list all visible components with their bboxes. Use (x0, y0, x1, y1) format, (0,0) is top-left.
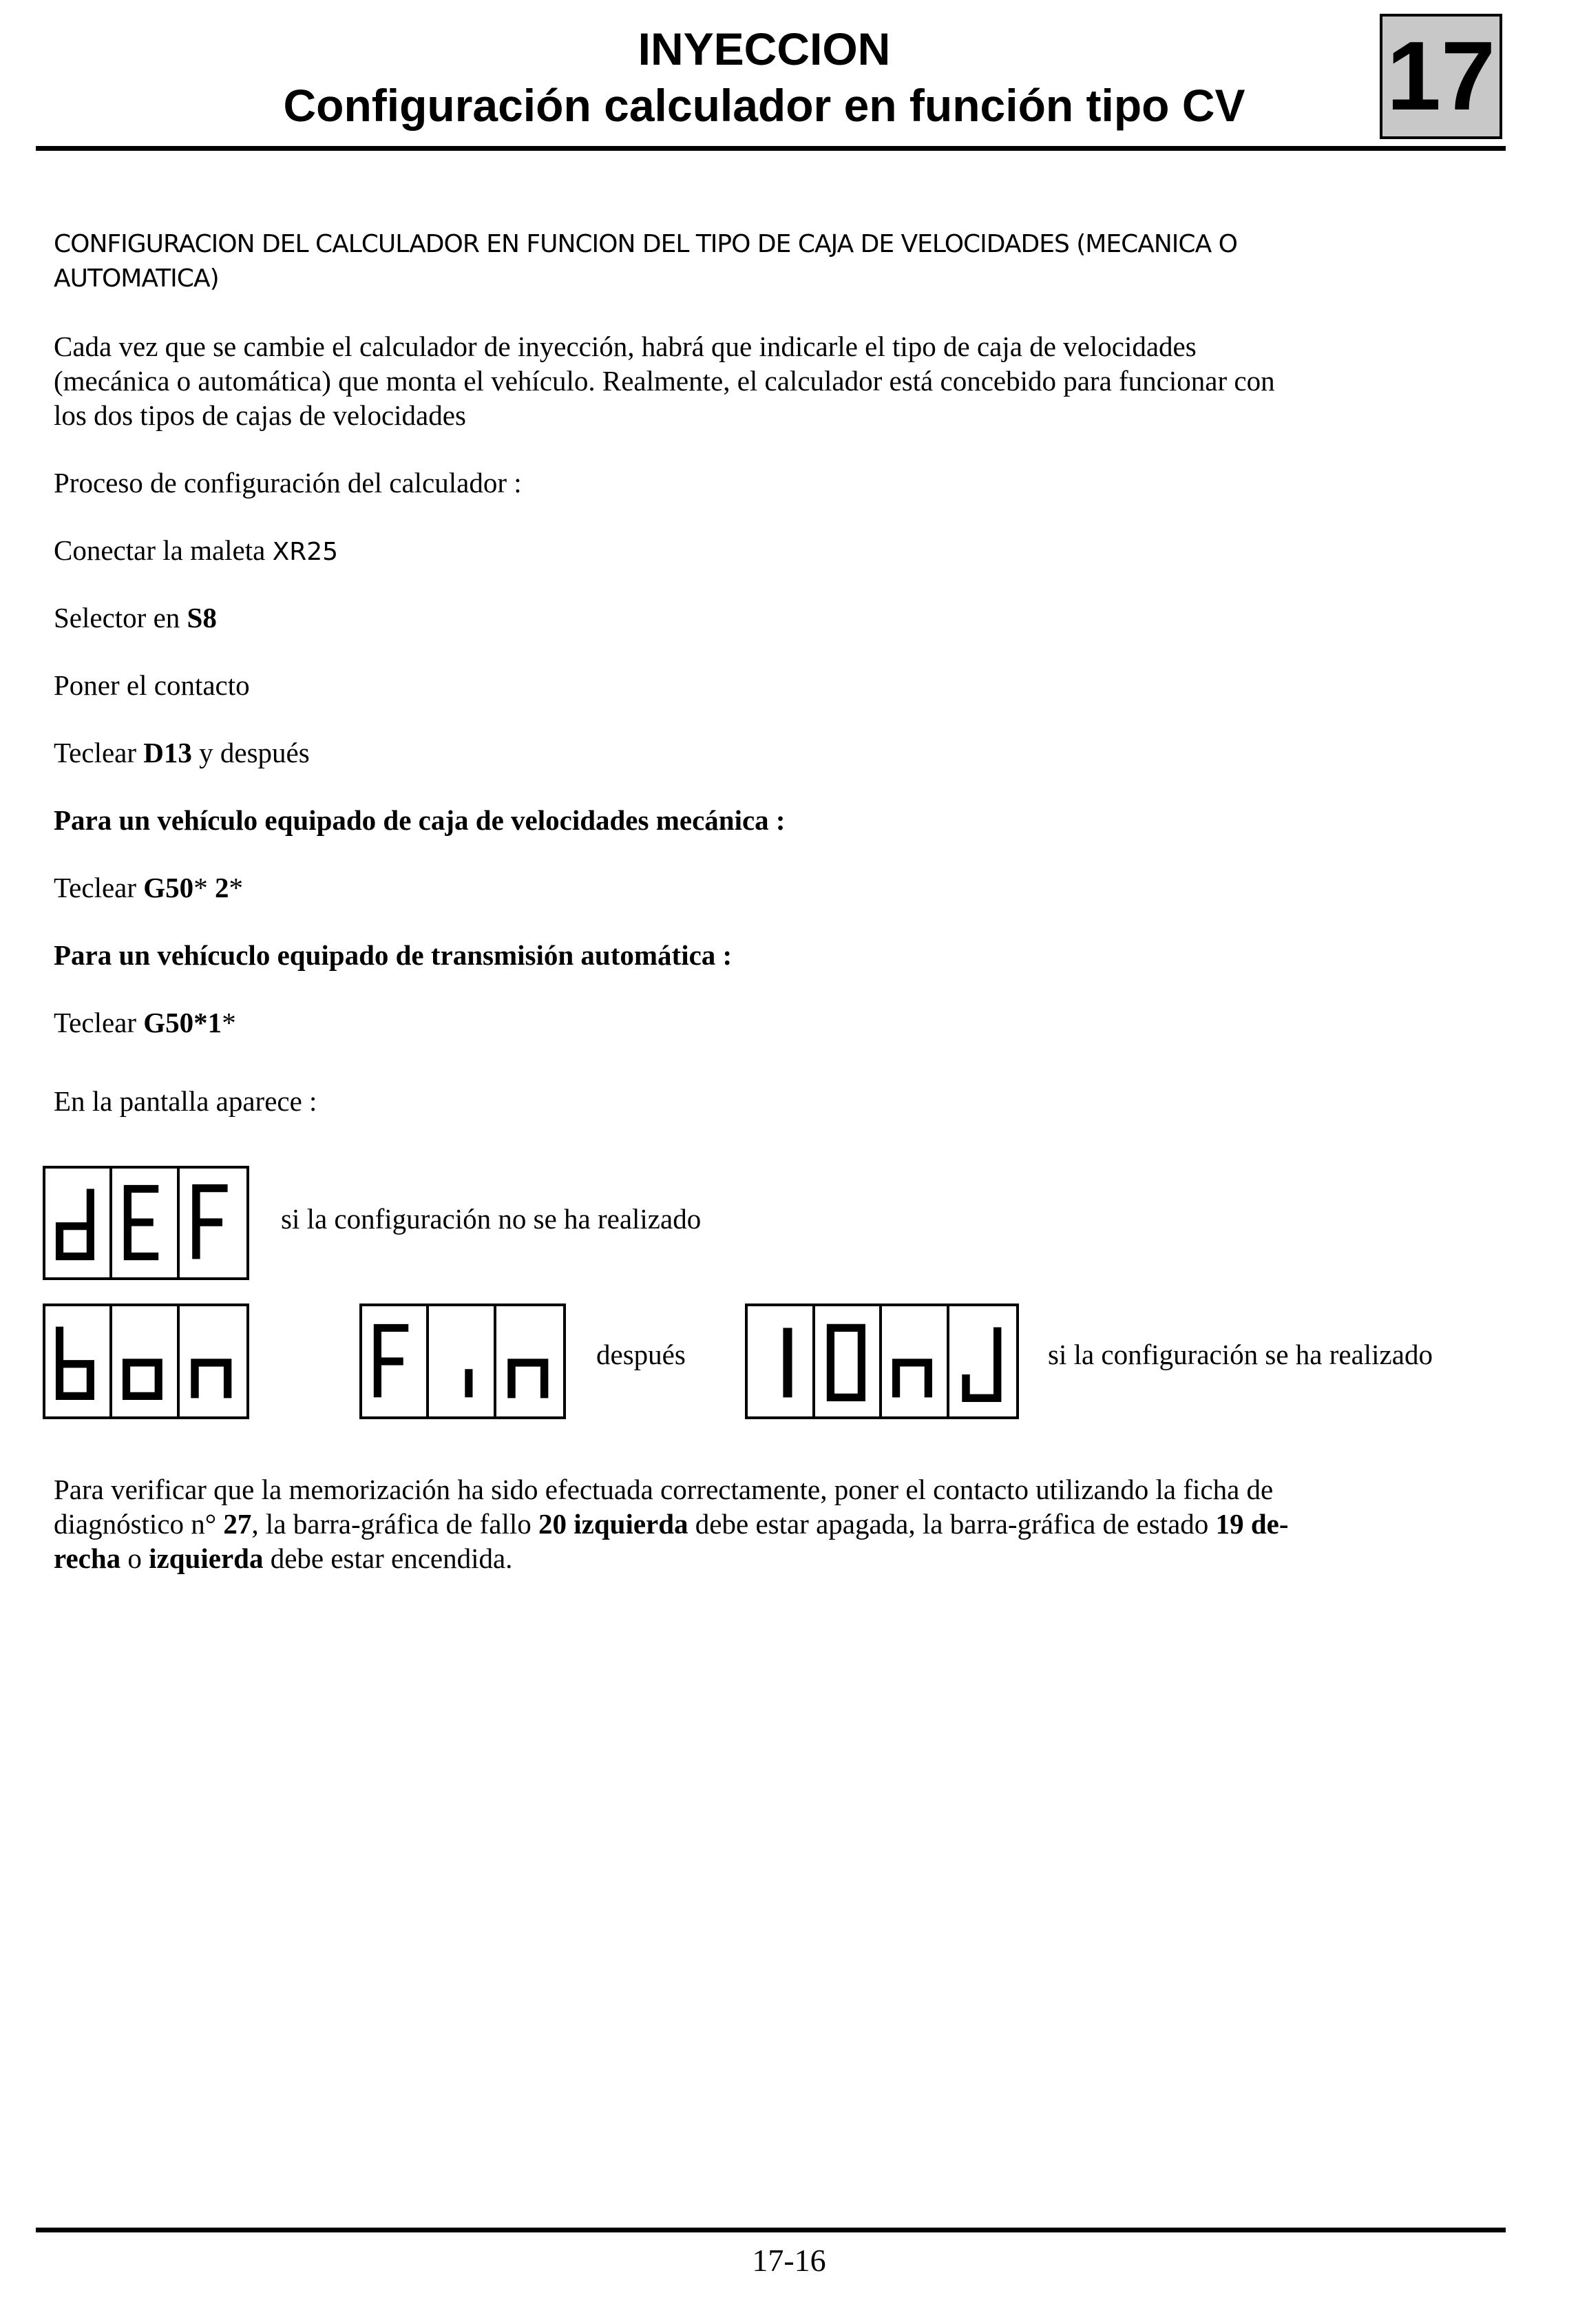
code-g50: G50 (143, 872, 194, 903)
step-type-d13-prefix: Teclear (54, 737, 144, 768)
lcd-char-F (180, 1169, 246, 1277)
lcd-char-n2 (496, 1306, 563, 1416)
lcd-char-b (45, 1306, 112, 1416)
step-type-g50-1-prefix: Teclear (54, 1007, 144, 1038)
step-type-d13-suffix: y después (191, 737, 310, 768)
lcd-char-E (112, 1169, 179, 1277)
lcd-char-o (112, 1306, 179, 1416)
code-suffix: * (229, 872, 243, 903)
code-g50-1: G50*1 (143, 1007, 222, 1038)
manual-gearbox-heading: Para un vehículo equipado de caja de velocidades mecánica : (54, 804, 786, 836)
header-rule (36, 146, 1506, 151)
lcd-display-bon (43, 1304, 249, 1419)
fault-bar-20: 20 izquierda (538, 1508, 688, 1540)
verification-2c: , la barra-gráfica de fallo (251, 1508, 538, 1540)
section-heading-line-1: CONFIGURACION DEL CALCULADOR EN FUNCION DEL TIPO DE CAJA DE VELOCIDADES (MECANICA O (54, 230, 1237, 258)
code-2: 2 (214, 872, 229, 903)
lcd-char-0 (815, 1306, 883, 1416)
then-label: después (596, 1339, 686, 1370)
verification-3d: debe estar encendida. (263, 1542, 513, 1574)
intro-line-2: (mecánica o automática) que monta el vehículo. Realmente, el calculador está concebido para funcionar con (54, 365, 1275, 397)
step-selector (54, 600, 217, 635)
selector-value: S8 (187, 602, 217, 634)
section-heading-line-2: AUTOMATICA) (54, 264, 219, 293)
code-suffix-2: * (222, 1007, 236, 1038)
step-type-d13 (54, 735, 310, 770)
lcd-char-F2 (362, 1306, 429, 1416)
code-separator: * (193, 872, 215, 903)
status-bar-19: 19 de- (1215, 1508, 1289, 1540)
lcd-display-fin (359, 1304, 566, 1419)
process-label: Proceso de configuración del calculador : (54, 467, 522, 499)
page-title: INYECCION (638, 23, 891, 74)
automatic-transmission-heading: Para un vehícuclo equipado de transmisión automática : (54, 939, 733, 971)
verification-2e: debe estar apagada, la barra-gráfica de estado (688, 1508, 1216, 1540)
lcd-char-d (45, 1169, 112, 1277)
screen-shows-label: En la pantalla aparece : (54, 1085, 317, 1117)
intro-line-1: Cada vez que se cambie el calculador de inyección, habrá que indicarle el tipo de caja de velocidades (54, 331, 1197, 362)
status-bar-left: izquierda (149, 1542, 264, 1574)
step-type-g50-2 (54, 870, 243, 905)
verification-line-2 (54, 1507, 1288, 1541)
lcd-char-J (949, 1306, 1016, 1416)
ionj-caption: si la configuración se ha realizado (1048, 1339, 1433, 1370)
page-number: 17-16 (752, 2243, 826, 2278)
status-bar-right: recha (54, 1542, 121, 1574)
code-d13: D13 (143, 737, 192, 768)
step-type-g50-1 (54, 1005, 236, 1040)
lcd-char-n (180, 1306, 246, 1416)
diagnostic-sheet-number: 27 (223, 1508, 252, 1540)
page-subtitle: Configuración calculador en función tipo CV (283, 80, 1245, 131)
lcd-display-ionj (745, 1304, 1019, 1419)
verification-line-3 (54, 1541, 512, 1575)
chapter-number: 17 (1387, 21, 1495, 131)
verification-3b: o (120, 1542, 149, 1574)
step-connect-text: Conectar la maleta (54, 534, 273, 566)
intro-line-3: los dos tipos de cajas de velocidades (54, 399, 466, 431)
step-selector-text: Selector en (54, 602, 187, 634)
tool-name: XR25 (272, 538, 339, 566)
lcd-char-i (429, 1306, 496, 1416)
lcd-display-def (43, 1166, 249, 1280)
footer-rule (36, 2228, 1506, 2232)
lcd-char-n3 (882, 1306, 949, 1416)
step-contact: Poner el contacto (54, 669, 250, 701)
step-connect (54, 533, 338, 569)
verification-2a: diagnóstico n° (54, 1508, 224, 1540)
chapter-number-box (1380, 14, 1502, 139)
verification-line-1: Para verificar que la memorización ha sido efectuada correctamente, poner el contacto utilizando la ficha de (54, 1474, 1274, 1505)
lcd-char-1 (748, 1306, 815, 1416)
def-caption: si la configuración no se ha realizado (281, 1203, 702, 1235)
step-type-g50-2-prefix: Teclear (54, 872, 144, 903)
